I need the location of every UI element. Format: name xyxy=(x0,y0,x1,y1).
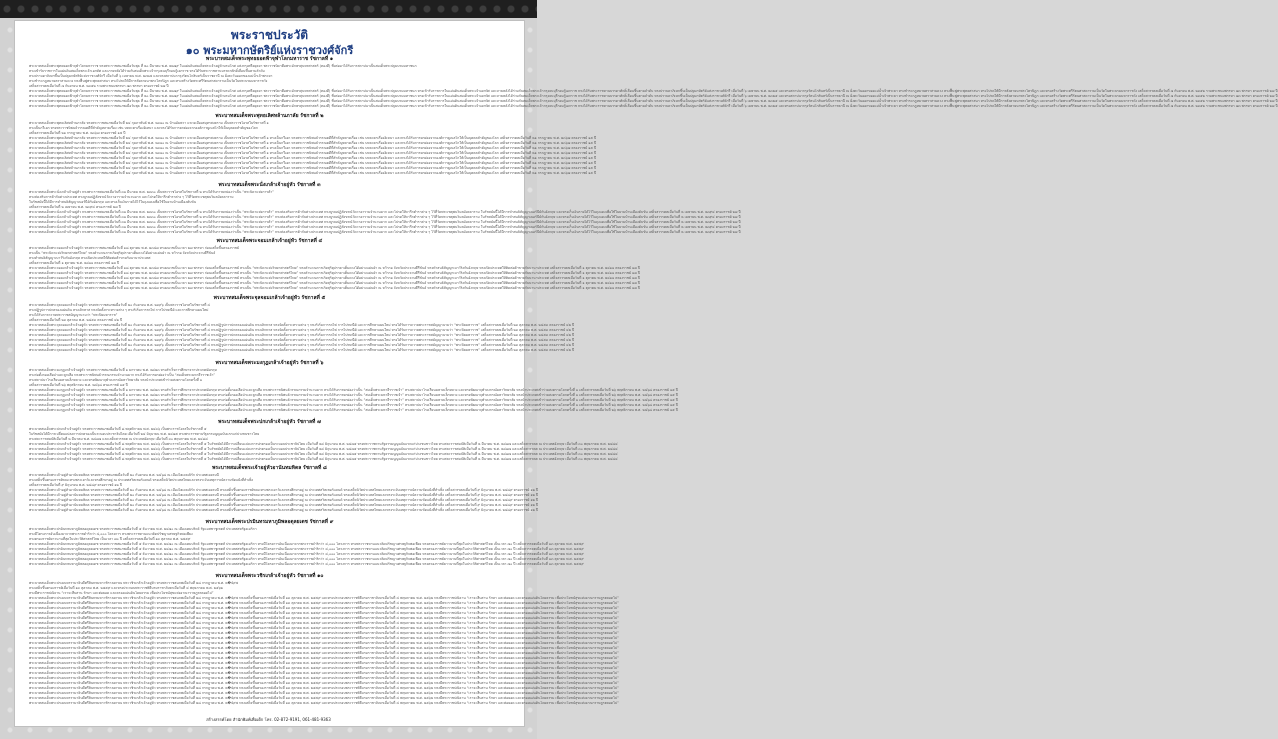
section-paragraph-continuation: พระบาทสมเด็จพระพุทธเลิศหล้านภาลัย ทรงพระราชสมภพเมื่อวันที่ ๒๔ กุมภาพันธ์ พ.ศ. ๒๓๑๐ ณ บ้านอัมพวา แขวงเมืองสมุทรสงคราม เป็นพระราชโอรสในรัชกาลที่ ๑ ทรงเป็นกวีเอก ทรงพระราชนิพนธ์วรรณคดีที่สำคัญหลายเรื่อง เช่น บทละครเรื่องอิเหนา และทรงได้รับการยกย่องจากองค์การยูเนสโกให้เป็นบุคคลสำคัญของโลก เสด็จสวรรคตเมื่อวันที่ ๒๑ กรกฎาคม พ.ศ. ๒๓๖๗ ครองราชย์ ๑๕ ปี xyxy=(29,151,597,155)
section-paragraph-continuation: พระบาทสมเด็จพระปรเมนทรรามาธิบดีศรีสินทรมหาวชิราลงกรณ พระวชิรเกล้าเจ้าอยู่หัว ทรงพระราชสมภพเมื่อวันที่ ๒๘ กรกฎาคม พ.ศ. ๒�4๙๕ ทรงเสด็จขึ้นครองราชย์เมื่อวันที่ ๑๓ ตุลาคม พ.ศ. ๒๕๕๙ และทรงประกอบพระราชพิธีบรมราชาภิเษกเมื่อวันที่ ๔ พฤษภาคม พ.ศ. ๒๕๖๒ ทรงมีพระราชปณิธาน “เราจะสืบสาน รักษา และต่อยอด และครองแผ่นดินโดยธรรม เพื่อประโยชน์สุขแห่งอาณาราษฎรตลอดไป” xyxy=(29,606,619,610)
section-paragraph-continuation: พระบาทสมเด็จพระเจ้าอยู่หัวอานันทมหิดล ทรงพระราชสมภพเมื่อวันที่ ๒๐ กันยายน พ.ศ. ๒๔๖๘ ณ เมืองไฮเดลเบิร์ก ประเทศเยอรมนี ทรงเสด็จขึ้นครองราชย์ขณะทรงพระเยาว์และทรงศึกษาอยู่ ณ ประเทศสวิตเซอร์แลนด์ ทรงเสด็จนิวัตประเทศไทยและทรงระงับเหตุการณ์ความขัดแย้งที่สำเพ็ง เสด็จสวรรคตเมื่อวันที่ ๙ มิถุนายน พ.ศ. ๒๔๘๙ ครองราชย์ ๑๒ ปี xyxy=(29,503,539,507)
section-paragraph: ในรัชสมัยนี้ได้มีการทำสนธิสัญญาเบอร์นีย์กับอังกฤษ และทรงเก็บเงินรายได้ไว้ในถุงแดงเพื่อใช้ในยามบ้านเมืองคับขัน xyxy=(29,200,197,204)
section-paragraph-continuation: พระบาทสมเด็จพระจอมเกล้าเจ้าอยู่หัว ทรงพระราชสมภพเมื่อวันที่ ๑๘ ตุลาคม พ.ศ. ๒๓๔๗ ทรงผนวชเป็นเวลา ๒๗ พรรษา ก่อนเสด็จขึ้นครองราชย์ ทรงเป็น “พระบิดาแห่งวิทยาศาสตร์ไทย” ทรงคำนวณการเกิดสุริยุปราคาเต็มดวงได้อย่างแม่นยำ ณ หว้ากอ จังหวัดประจวบคีรีขันธ์ ทรงทำสนธิสัญญาเบาว์ริงกับอังกฤษ ทรงเปิดประเทศให้ติดต่อค้าขายกับนานาประเทศ เสด็จสวรรคตเมื่อวันที่ ๑ ตุลาคม พ.ศ. ๒๔๑๑ ครองราชย์ ๑๗ ปี xyxy=(29,281,640,285)
section-paragraph: ทรงชำระกฎหมายตราสามดวง ทรงฟื้นฟูพระพุทธศาสนา ทรงโปรดให้มีการสังคายนาพระไตรปิฎก และทรงสร้างวัดพระศรีรัตนศาสดารามเป็นวัดในพระบรมมหาราชวัง xyxy=(29,79,268,83)
section-heading: พระบาทสมเด็จพระมงกุฎเกล้าเจ้าอยู่หัว รัชกาลที่ ๖ xyxy=(215,360,324,366)
section-paragraph-continuation: พระบาทสมเด็จพระมงกุฎเกล้าเจ้าอยู่หัว ทรงพระราชสมภพเมื่อวันที่ ๑ มกราคม พ.ศ. ๒๔๒๓ ทรงสำเร็จการศึกษาจากประเทศอังกฤษ ทรงก่อตั้งกองเสือป่าและลูกเสือ ทรงพระราชนิพนธ์วรรณกรรมจำนวนมาก ทรงได้รับการยกย่องว่าเป็น “สมเด็จพระมหาธีรราชเจ้า” ทรงสถาปนาโรงเรียนมหาดเล็กหลวง และทรงพัฒนาจุฬาลงกรณ์มหาวิทยาลัย ทรงนำประเทศเข้าร่วมสงครามโลกครั้งที่ ๑ เสด็จสวรรคตเมื่อวันที่ ๒๖ พฤศจิกายน พ.ศ. ๒๔๖๘ ครองราชย์ ๑๕ ปี xyxy=(29,408,678,412)
section-paragraph-continuation: พระบาทสมเด็จพระพุทธยอดฟ้าจุฬาโลกมหาราช ทรงพระราชสมภพเมื่อวันพุธ ที่ ๒๐ มีนาคม พ.ศ. ๒๒๗๙ ในแผ่นดินสมเด็จพระเจ้าอยู่หัวบรมโกศ แห่งกรุงศรีอยุธยา พระราชบิดาคือพระอักษรสุนทรศาสตร์ (ทองดี) ซึ่งต่อมาได้รับการสถาปนาเป็นสมเด็จพระปฐมบรมมหาชนก ทรงเข้ารับราชการในแผ่นดินสมเด็จพระเจ้าเอกทัศ และภายหลังได้ร่วมกับสมเด็จพระเจ้ากรุงธนบุรีกอบกู้เอกราช ทรงได้รับพระราชทานบรรดาศักดิ์เลื่อนขึ้นตามลำดับ ทรงปราบดาภิเษกขึ้นเป็นปฐมกษัตริย์แห่งราชวงศ์จักรี เมื่อวันที่ ๖ เมษายน พ.ศ. ๒๓๒๕ และทรงสถาปนากรุงรัตนโกสินทร์เป็นราชธานี ณ ฝั่งตะวันออกของแม่น้ำเจ้าพระยา ทรงชำระกฎหมายตราสามดวง ทรงฟื้นฟูพระพุทธศาสนา ทรงโปรดให้มีการสังคายนาพระไตรปิฎก และทรงสร้างวัดพระศรีรัตนศาสดารามเป็นวัดในพระบรมมหาราชวัง เสด็จสวรรคตเมื่อวันที่ ๗ กันยายน พ.ศ. ๒๓๕๒ รวมพระชนมพรรษา ๗๓ พรรษา ครองราชย์ ๒๗ ปี xyxy=(29,94,1278,98)
section-paragraph-continuation: พระบาทสมเด็จพระพุทธเลิศหล้านภาลัย ทรงพระราชสมภพเมื่อวันที่ ๒๔ กุมภาพันธ์ พ.ศ. ๒๓๑๐ ณ บ้านอัมพวา แขวงเมืองสมุทรสงคราม เป็นพระราชโอรสในรัชกาลที่ ๑ ทรงเป็นกวีเอก ทรงพระราชนิพนธ์วรรณคดีที่สำคัญหลายเรื่อง เช่น บทละครเรื่องอิเหนา และทรงได้รับการยกย่องจากองค์การยูเนสโกให้เป็นบุคคลสำคัญของโลก เสด็จสวรรคตเมื่อวันที่ ๒๑ กรกฎาคม พ.ศ. ๒๓๖๗ ครองราชย์ ๑๕ ปี xyxy=(29,161,597,165)
section-paragraph-continuation: พระบาทสมเด็จพระจอมเกล้าเจ้าอยู่หัว ทรงพระราชสมภพเมื่อวันที่ ๑๘ ตุลาคม พ.ศ. ๒๓๔๗ ทรงผนวชเป็นเวลา ๒๗ พรรษา ก่อนเสด็จขึ้นครองราชย์ ทรงเป็น “พระบิดาแห่งวิทยาศาสตร์ไทย” ทรงคำนวณการเกิดสุริยุปราคาเต็มดวงได้อย่างแม่นยำ ณ หว้ากอ จังหวัดประจวบคีรีขันธ์ ทรงทำสนธิสัญญาเบาว์ริงกับอังกฤษ ทรงเปิดประเทศให้ติดต่อค้าขายกับนานาประเทศ เสด็จสวรรคตเมื่อวันที่ ๑ ตุลาคม พ.ศ. ๒๔๑๑ ครองราชย์ ๑๗ ปี xyxy=(29,271,640,275)
section-paragraph-continuation: พระบาทสมเด็จพระปรเมนทรรามาธิบดีศรีสินทรมหาวชิราลงกรณ พระวชิรเกล้าเจ้าอยู่หัว ทรงพระราชสมภพเมื่อวันที่ ๒๘ กรกฎาคม พ.ศ. ๒�4๙๕ ทรงเสด็จขึ้นครองราชย์เมื่อวันที่ ๑๓ ตุลาคม พ.ศ. ๒๕๕๙ และทรงประกอบพระราชพิธีบรมราชาภิเษกเมื่อวันที่ ๔ พฤษภาคม พ.ศ. ๒๕๖๒ ทรงมีพระราชปณิธาน “เราจะสืบสาน รักษา และต่อยอด และครองแผ่นดินโดยธรรม เพื่อประโยชน์สุขแห่งอาณาราษฎรตลอดไป” xyxy=(29,676,619,680)
section-heading: พระบาทสมเด็จพระจุลจอมเกล้าเจ้าอยู่หัว รัชกาลที่ ๕ xyxy=(213,295,326,301)
section-paragraph-continuation: พระบาทสมเด็จพระปรเมนทรรามาธิบดีศรีสินทรมหาวชิราลงกรณ พระวชิรเกล้าเจ้าอยู่หัว ทรงพระราชสมภพเมื่อวันที่ ๒๘ กรกฎาคม พ.ศ. ๒�4๙๕ ทรงเสด็จขึ้นครองราชย์เมื่อวันที่ ๑๓ ตุลาคม พ.ศ. ๒๕๕๙ และทรงประกอบพระราชพิธีบรมราชาภิเษกเมื่อวันที่ ๔ พฤษภาคม พ.ศ. ๒๕๖๒ ทรงมีพระราชปณิธาน “เราจะสืบสาน รักษา และต่อยอด และครองแผ่นดินโดยธรรม เพื่อประโยชน์สุขแห่งอาณาราษฎรตลอดไป” xyxy=(29,636,619,640)
section-paragraph: ทรงเป็นกวีเอก ทรงพระราชนิพนธ์วรรณคดีที่สำคัญหลายเรื่อง เช่น บทละครเรื่องอิเหนา และทรงได้รับการยกย่องจากองค์การยูเนสโกให้เป็นบุคคลสำคัญของโลก xyxy=(29,126,258,130)
section-paragraph-continuation: พระบาทสมเด็จพระเจ้าอยู่หัวอานันทมหิดล ทรงพระราชสมภพเมื่อวันที่ ๒๐ กันยายน พ.ศ. ๒๔๖๘ ณ เมืองไฮเดลเบิร์ก ประเทศเยอรมนี ทรงเสด็จขึ้นครองราชย์ขณะทรงพระเยาว์และทรงศึกษาอยู่ ณ ประเทศสวิตเซอร์แลนด์ ทรงเสด็จนิวัตประเทศไทยและทรงระงับเหตุการณ์ความขัดแย้งที่สำเพ็ง เสด็จสวรรคตเมื่อวันที่ ๙ มิถุนายน พ.ศ. ๒๔๘๙ ครองราชย์ ๑๒ ปี xyxy=(29,508,539,512)
section-paragraph-continuation: พระบาทสมเด็จพระปรมินทรมหาภูมิพลอดุลยเดช ทรงพระราชสมภพเมื่อวันที่ ๕ ธันวาคม พ.ศ. ๒๔๗๐ ณ เมืองเคมบริดจ์ รัฐแมสซาชูเซตส์ ประเทศสหรัฐอเมริกา ทรงมีโครงการอันเนื่องมาจากพระราชดำริกว่า ๔,๐๐๐ โครงการ ทรงพระราชทานแนวคิดปรัชญาเศรษฐกิจพอเพียง ทรงครองราชย์ยาวนานที่สุดในประวัติศาสตร์ไทย เป็นเวลา ๗๐ ปี เสด็จสวรรคตเมื่อวันที่ ๑๓ ตุลาคม พ.ศ. ๒๕๕๙ xyxy=(29,562,584,566)
section-paragraph-continuation: พระบาทสมเด็จพระพุทธยอดฟ้าจุฬาโลกมหาราช ทรงพระราชสมภพเมื่อวันพุธ ที่ ๒๐ มีนาคม พ.ศ. ๒๒๗๙ ในแผ่นดินสมเด็จพระเจ้าอยู่หัวบรมโกศ แห่งกรุงศรีอยุธยา พระราชบิดาคือพระอักษรสุนทรศาสตร์ (ทองดี) ซึ่งต่อมาได้รับการสถาปนาเป็นสมเด็จพระปฐมบรมมหาชนก ทรงเข้ารับราชการในแผ่นดินสมเด็จพระเจ้าเอกทัศ และภายหลังได้ร่วมกับสมเด็จพระเจ้ากรุงธนบุรีกอบกู้เอกราช ทรงได้รับพระราชทานบรรดาศักดิ์เลื่อนขึ้นตามลำดับ ทรงปราบดาภิเษกขึ้นเป็นปฐมกษัตริย์แห่งราชวงศ์จักรี เมื่อวันที่ ๖ เมษายน พ.ศ. ๒๓๒๕ และทรงสถาปนากรุงรัตนโกสินทร์เป็นราชธานี ณ ฝั่งตะวันออกของแม่น้ำเจ้าพระยา ทรงชำระกฎหมายตราสามดวง ทรงฟื้นฟูพระพุทธศาสนา ทรงโปรดให้มีการสังคายนาพระไตรปิฎก และทรงสร้างวัดพระศรีรัตนศาสดารามเป็นวัดในพระบรมมหาราชวัง เสด็จสวรรคตเมื่อวันที่ ๗ กันยายน พ.ศ. ๒๓๕๒ รวมพระชนมพรรษา ๗๓ พรรษา ครองราชย์ ๒๗ ปี xyxy=(29,104,1278,108)
section-paragraph-continuation: พระบาทสมเด็จพระปรเมนทรรามาธิบดีศรีสินทรมหาวชิราลงกรณ พระวชิรเกล้าเจ้าอยู่หัว ทรงพระราชสมภพเมื่อวันที่ ๒๘ กรกฎาคม พ.ศ. ๒�4๙๕ ทรงเสด็จขึ้นครองราชย์เมื่อวันที่ ๑๓ ตุลาคม พ.ศ. ๒๕๕๙ และทรงประกอบพระราชพิธีบรมราชาภิเษกเมื่อวันที่ ๔ พฤษภาคม พ.ศ. ๒๕๖๒ ทรงมีพระราชปณิธาน “เราจะสืบสาน รักษา และต่อยอด และครองแผ่นดินโดยธรรม เพื่อประโยชน์สุขแห่งอาณาราษฎรตลอดไป” xyxy=(29,601,619,605)
document-subtitle: ๑๐ พระมหากษัตริย์แห่งราชวงศ์จักรี xyxy=(185,44,354,57)
section-paragraph-continuation: พระบาทสมเด็จพระปกเกล้าเจ้าอยู่หัว ทรงพระราชสมภพเมื่อวันที่ ๘ พฤศจิกายน พ.ศ. ๒๔๓๖ เป็นพระราชโอรสในรัชกาลที่ ๕ ในรัชสมัยได้มีการเปลี่ยนแปลงการปกครองเป็นระบอบประชาธิปไตย เมื่อวันที่ ๒๔ มิถุนายน พ.ศ. ๒๔๗๕ ทรงพระราชทานรัฐธรรมนูญฉบับแรกแก่ปวงชนชาวไทย ทรงสละราชสมบัติเมื่อวันที่ ๒ มีนาคม พ.ศ. ๒๔๗๗ และเสด็จสวรรคต ณ ประเทศอังกฤษ เมื่อวันที่ ๓๐ พฤษภาคม พ.ศ. ๒๔๘๔ xyxy=(29,442,618,446)
section-paragraph-continuation: พระบาทสมเด็จพระพุทธยอดฟ้าจุฬาโลกมหาราช ทรงพระราชสมภพเมื่อวันพุธ ที่ ๒๐ มีนาคม พ.ศ. ๒๒๗๙ ในแผ่นดินสมเด็จพระเจ้าอยู่หัวบรมโกศ แห่งกรุงศรีอยุธยา พระราชบิดาคือพระอักษรสุนทรศาสตร์ (ทองดี) ซึ่งต่อมาได้รับการสถาปนาเป็นสมเด็จพระปฐมบรมมหาชนก ทรงเข้ารับราชการในแผ่นดินสมเด็จพระเจ้าเอกทัศ และภายหลังได้ร่วมกับสมเด็จพระเจ้ากรุงธนบุรีกอบกู้เอกราช ทรงได้รับพระราชทานบรรดาศักดิ์เลื่อนขึ้นตามลำดับ ทรงปราบดาภิเษกขึ้นเป็นปฐมกษัตริย์แห่งราชวงศ์จักรี เมื่อวันที่ ๖ เมษายน พ.ศ. ๒๓๒๕ และทรงสถาปนากรุงรัตนโกสินทร์เป็นราชธานี ณ ฝั่งตะวันออกของแม่น้ำเจ้าพระยา ทรงชำระกฎหมายตราสามดวง ทรงฟื้นฟูพระพุทธศาสนา ทรงโปรดให้มีการสังคายนาพระไตรปิฎก และทรงสร้างวัดพระศรีรัตนศาสดารามเป็นวัดในพระบรมมหาราชวัง เสด็จสวรรคตเมื่อวันที่ ๗ กันยายน พ.ศ. ๒๓๕๒ รวมพระชนมพรรษา ๗๓ พรรษา ครองราชย์ ๒๗ ปี xyxy=(29,99,1278,103)
section-paragraph: พระบาทสมเด็จพระจอมเกล้าเจ้าอยู่หัว ทรงพระราชสมภพเมื่อวันที่ ๑๘ ตุลาคม พ.ศ. ๒๓๔๗ ทรงผนวชเป็นเวลา ๒๗ พรรษา ก่อนเสด็จขึ้นครองราชย์ xyxy=(29,246,239,250)
section-paragraph-continuation: พระบาทสมเด็จพระปรเมนทรรามาธิบดีศรีสินทรมหาวชิราลงกรณ พระวชิรเกล้าเจ้าอยู่หัว ทรงพระราชสมภพเมื่อวันที่ ๒๘ กรกฎาคม พ.ศ. ๒�4๙๕ ทรงเสด็จขึ้นครองราชย์เมื่อวันที่ ๑๓ ตุลาคม พ.ศ. ๒๕๕๙ และทรงประกอบพระราชพิธีบรมราชาภิเษกเมื่อวันที่ ๔ พฤษภาคม พ.ศ. ๒๕๖๒ ทรงมีพระราชปณิธาน “เราจะสืบสาน รักษา และต่อยอด และครองแผ่นดินโดยธรรม เพื่อประโยชน์สุขแห่งอาณาราษฎรตลอดไป” xyxy=(29,656,619,660)
section-paragraph-continuation: พระบาทสมเด็จพระจุลจอมเกล้าเจ้าอยู่หัว ทรงพระราชสมภพเมื่อวันที่ ๒๐ กันยายน พ.ศ. ๒๓๙๖ เป็นพระราชโอรสในรัชกาลที่ ๔ ทรงปฏิรูปการปกครองแผ่นดิน ทรงเลิกทาส ทรงจัดตั้งกระทรวงต่าง ๆ ทรงริเริ่มการรถไฟ การไปรษณีย์ และการศึกษาแผนใหม่ ทรงได้รับการถวายพระราชสมัญญานามว่า “พระปิยมหาราช” เสด็จสวรรคตเมื่อวันที่ ๒๓ ตุลาคม พ.ศ. ๒๔๕๓ ครองราชย์ ๔๒ ปี xyxy=(29,328,575,332)
section-paragraph-continuation: พระบาทสมเด็จพระปรเมนทรรามาธิบดีศรีสินทรมหาวชิราลงกรณ พระวชิรเกล้าเจ้าอยู่หัว ทรงพระราชสมภพเมื่อวันที่ ๒๘ กรกฎาคม พ.ศ. ๒�4๙๕ ทรงเสด็จขึ้นครองราชย์เมื่อวันที่ ๑๓ ตุลาคม พ.ศ. ๒๕๕๙ และทรงประกอบพระราชพิธีบรมราชาภิเษกเมื่อวันที่ ๔ พฤษภาคม พ.ศ. ๒๕๖๒ ทรงมีพระราชปณิธาน “เราจะสืบสาน รักษา และต่อยอด และครองแผ่นดินโดยธรรม เพื่อประโยชน์สุขแห่งอาณาราษฎรตลอดไป” xyxy=(29,641,619,645)
section-paragraph: เสด็จสวรรคตเมื่อวันที่ ๑ ตุลาคม พ.ศ. ๒๔๑๑ ครองราชย์ ๑๗ ปี xyxy=(29,261,120,265)
section-paragraph-continuation: พระบาทสมเด็จพระปรเมนทรรามาธิบดีศรีสินทรมหาวชิราลงกรณ พระวชิรเกล้าเจ้าอยู่หัว ทรงพระราชสมภพเมื่อวันที่ ๒๘ กรกฎาคม พ.ศ. ๒�4๙๕ ทรงเสด็จขึ้นครองราชย์เมื่อวันที่ ๑๓ ตุลาคม พ.ศ. ๒๕๕๙ และทรงประกอบพระราชพิธีบรมราชาภิเษกเมื่อวันที่ ๔ พฤษภาคม พ.ศ. ๒๕๖๒ ทรงมีพระราชปณิธาน “เราจะสืบสาน รักษา และต่อยอด และครองแผ่นดินโดยธรรม เพื่อประโยชน์สุขแห่งอาณาราษฎรตลอดไป” xyxy=(29,626,619,630)
section-paragraph-continuation: พระบาทสมเด็จพระปรเมนทรรามาธิบดีศรีสินทรมหาวชิราลงกรณ พระวชิรเกล้าเจ้าอยู่หัว ทรงพระราชสมภพเมื่อวันที่ ๒๘ กรกฎาคม พ.ศ. ๒�4๙๕ ทรงเสด็จขึ้นครองราชย์เมื่อวันที่ ๑๓ ตุลาคม พ.ศ. ๒๕๕๙ และทรงประกอบพระราชพิธีบรมราชาภิเษกเมื่อวันที่ ๔ พฤษภาคม พ.ศ. ๒๕๖๒ ทรงมีพระราชปณิธาน “เราจะสืบสาน รักษา และต่อยอด และครองแผ่นดินโดยธรรม เพื่อประโยชน์สุขแห่งอาณาราษฎรตลอดไป” xyxy=(29,666,619,670)
section-paragraph-continuation: พระบาทสมเด็จพระปรมินทรมหาภูมิพลอดุลยเดช ทรงพระราชสมภพเมื่อวันที่ ๕ ธันวาคม พ.ศ. ๒๔๗๐ ณ เมืองเคมบริดจ์ รัฐแมสซาชูเซตส์ ประเทศสหรัฐอเมริกา ทรงมีโครงการอันเนื่องมาจากพระราชดำริกว่า ๔,๐๐๐ โครงการ ทรงพระราชทานแนวคิดปรัชญาเศรษฐกิจพอเพียง ทรงครองราชย์ยาวนานที่สุดในประวัติศาสตร์ไทย เป็นเวลา ๗๐ ปี เสด็จสวรรคตเมื่อวันที่ ๑๓ ตุลาคม พ.ศ. ๒๕๕๙ xyxy=(29,547,584,551)
section-paragraph-continuation: พระบาทสมเด็จพระปรเมนทรรามาธิบดีศรีสินทรมหาวชิราลงกรณ พระวชิรเกล้าเจ้าอยู่หัว ทรงพระราชสมภพเมื่อวันที่ ๒๘ กรกฎาคม พ.ศ. ๒�4๙๕ ทรงเสด็จขึ้นครองราชย์เมื่อวันที่ ๑๓ ตุลาคม พ.ศ. ๒๕๕๙ และทรงประกอบพระราชพิธีบรมราชาภิเษกเมื่อวันที่ ๔ พฤษภาคม พ.ศ. ๒๕๖๒ ทรงมีพระราชปณิธาน “เราจะสืบสาน รักษา และต่อยอด และครองแผ่นดินโดยธรรม เพื่อประโยชน์สุขแห่งอาณาราษฎรตลอดไป” xyxy=(29,646,619,650)
section-heading: พระบาทสมเด็จพระเจ้าอยู่หัวอานันทมหิดล รัชกาลที่ ๘ xyxy=(212,465,327,471)
section-paragraph-continuation: พระบาทสมเด็จพระจอมเกล้าเจ้าอยู่หัว ทรงพระราชสมภพเมื่อวันที่ ๑๘ ตุลาคม พ.ศ. ๒๓๔๗ ทรงผนวชเป็นเวลา ๒๗ พรรษา ก่อนเสด็จขึ้นครองราชย์ ทรงเป็น “พระบิดาแห่งวิทยาศาสตร์ไทย” ทรงคำนวณการเกิดสุริยุปราคาเต็มดวงได้อย่างแม่นยำ ณ หว้ากอ จังหวัดประจวบคีรีขันธ์ ทรงทำสนธิสัญญาเบาว์ริงกับอังกฤษ ทรงเปิดประเทศให้ติดต่อค้าขายกับนานาประเทศ เสด็จสวรรคตเมื่อวันที่ ๑ ตุลาคม พ.ศ. ๒๔๑๑ ครองราชย์ ๑๗ ปี xyxy=(29,266,640,270)
section-paragraph: ทรงทำสนธิสัญญาเบาว์ริงกับอังกฤษ ทรงเปิดประเทศให้ติดต่อค้าขายกับนานาประเทศ xyxy=(29,256,151,260)
section-paragraph: เสด็จสวรรคตเมื่อวันที่ ๒๖ พฤศจิกายน พ.ศ. ๒๔๖๘ ครองราชย์ ๑๕ ปี xyxy=(29,383,128,387)
top-ornamental-band xyxy=(0,0,537,18)
section-paragraph-continuation: พระบาทสมเด็จพระปรเมนทรรามาธิบดีศรีสินทรมหาวชิราลงกรณ พระวชิรเกล้าเจ้าอยู่หัว ทรงพระราชสมภพเมื่อวันที่ ๒๘ กรกฎาคม พ.ศ. ๒�4๙๕ ทรงเสด็จขึ้นครองราชย์เมื่อวันที่ ๑๓ ตุลาคม พ.ศ. ๒๕๕๙ และทรงประกอบพระราชพิธีบรมราชาภิเษกเมื่อวันที่ ๔ พฤษภาคม พ.ศ. ๒๕๖๒ ทรงมีพระราชปณิธาน “เราจะสืบสาน รักษา และต่อยอด และครองแผ่นดินโดยธรรม เพื่อประโยชน์สุขแห่งอาณาราษฎรตลอดไป” xyxy=(29,596,619,600)
section-paragraph-continuation: พระบาทสมเด็จพระปกเกล้าเจ้าอยู่หัว ทรงพระราชสมภพเมื่อวันที่ ๘ พฤศจิกายน พ.ศ. ๒๔๓๖ เป็นพระราชโอรสในรัชกาลที่ ๕ ในรัชสมัยได้มีการเปลี่ยนแปลงการปกครองเป็นระบอบประชาธิปไตย เมื่อวันที่ ๒๔ มิถุนายน พ.ศ. ๒๔๗๕ ทรงพระราชทานรัฐธรรมนูญฉบับแรกแก่ปวงชนชาวไทย ทรงสละราชสมบัติเมื่อวันที่ ๒ มีนาคม พ.ศ. ๒๔๗๗ และเสด็จสวรรคต ณ ประเทศอังกฤษ เมื่อวันที่ ๓๐ พฤษภาคม พ.ศ. ๒๔๘๔ xyxy=(29,447,618,451)
section-heading: พระบาทสมเด็จพระวชิรเกล้าเจ้าอยู่หัว รัชกาลที่ ๑๐ xyxy=(215,573,324,579)
section-paragraph: ทรงเข้ารับราชการในแผ่นดินสมเด็จพระเจ้าเอกทัศ และภายหลังได้ร่วมกับสมเด็จพระเจ้ากรุงธนบุรีกอบกู้เอกราช ทรงได้รับพระราชทานบรรดาศักดิ์เลื่อนขึ้นตามลำดับ xyxy=(29,69,265,73)
section-paragraph: พระบาทสมเด็จพระปกเกล้าเจ้าอยู่หัว ทรงพระราชสมภพเมื่อวันที่ ๘ พฤศจิกายน พ.ศ. ๒๔๓๖ เป็นพระราชโอรสในรัชกาลที่ ๕ xyxy=(29,427,207,431)
section-paragraph-continuation: พระบาทสมเด็จพระพุทธยอดฟ้าจุฬาโลกมหาราช ทรงพระราชสมภพเมื่อวันพุธ ที่ ๒๐ มีนาคม พ.ศ. ๒๒๗๙ ในแผ่นดินสมเด็จพระเจ้าอยู่หัวบรมโกศ แห่งกรุงศรีอยุธยา พระราชบิดาคือพระอักษรสุนทรศาสตร์ (ทองดี) ซึ่งต่อมาได้รับการสถาปนาเป็นสมเด็จพระปฐมบรมมหาชนก ทรงเข้ารับราชการในแผ่นดินสมเด็จพระเจ้าเอกทัศ และภายหลังได้ร่วมกับสมเด็จพระเจ้ากรุงธนบุรีกอบกู้เอกราช ทรงได้รับพระราชทานบรรดาศักดิ์เลื่อนขึ้นตามลำดับ ทรงปราบดาภิเษกขึ้นเป็นปฐมกษัตริย์แห่งราชวงศ์จักรี เมื่อวันที่ ๖ เมษายน พ.ศ. ๒๓๒๕ และทรงสถาปนากรุงรัตนโกสินทร์เป็นราชธานี ณ ฝั่งตะวันออกของแม่น้ำเจ้าพระยา ทรงชำระกฎหมายตราสามดวง ทรงฟื้นฟูพระพุทธศาสนา ทรงโปรดให้มีการสังคายนาพระไตรปิฎก และทรงสร้างวัดพระศรีรัตนศาสดารามเป็นวัดในพระบรมมหาราชวัง เสด็จสวรรคตเมื่อวันที่ ๗ กันยายน พ.ศ. ๒๓๕๒ รวมพระชนมพรรษา ๗๓ พรรษา ครองราชย์ ๒๗ ปี xyxy=(29,89,1278,93)
section-paragraph-continuation: พระบาทสมเด็จพระนั่งเกล้าเจ้าอยู่หัว ทรงพระราชสมภพเมื่อวันที่ ๓๑ มีนาคม พ.ศ. ๒๓๓๐ เป็นพระราชโอรสในรัชกาลที่ ๒ ทรงได้รับการยกย่องว่าเป็น “พระบิดาแห่งการค้า” ทรงส่งเสริมการค้ากับต่างประเทศ ทรงบูรณปฏิสังขรณ์วัดวาอารามจำนวนมาก และโปรดให้จารึกตำราต่าง ๆ ไว้ที่วัดพระเชตุพนวิมลมังคลาราม ในรัชสมัยนี้ได้มีการทำสนธิสัญญาเบอร์นีย์กับอังกฤษ และทรงเก็บเงินรายได้ไว้ในถุงแดงเพื่อใช้ในยามบ้านเมืองคับขัน เสด็จสวรรคตเมื่อวันที่ ๒ เมษายน พ.ศ. ๒๓๙๔ ครองราชย์ ๒๗ ปี xyxy=(29,215,741,219)
section-paragraph: ทรงปฏิรูปการปกครองแผ่นดิน ทรงเลิกทาส ทรงจัดตั้งกระทรวงต่าง ๆ ทรงริเริ่มการรถไฟ การไปรษณีย์ และการศึกษาแผนใหม่ xyxy=(29,308,209,312)
section-paragraph-continuation: พระบาทสมเด็จพระปรเมนทรรามาธิบดีศรีสินทรมหาวชิราลงกรณ พระวชิรเกล้าเจ้าอยู่หัว ทรงพระราชสมภพเมื่อวันที่ ๒๘ กรกฎาคม พ.ศ. ๒�4๙๕ ทรงเสด็จขึ้นครองราชย์เมื่อวันที่ ๑๓ ตุลาคม พ.ศ. ๒๕๕๙ และทรงประกอบพระราชพิธีบรมราชาภิเษกเมื่อวันที่ ๔ พฤษภาคม พ.ศ. ๒๕๖๒ ทรงมีพระราชปณิธาน “เราจะสืบสาน รักษา และต่อยอด และครองแผ่นดินโดยธรรม เพื่อประโยชน์สุขแห่งอาณาราษฎรตลอดไป” xyxy=(29,691,619,695)
section-paragraph-continuation: พระบาทสมเด็จพระพุทธเลิศหล้านภาลัย ทรงพระราชสมภพเมื่อวันที่ ๒๔ กุมภาพันธ์ พ.ศ. ๒๓๑๐ ณ บ้านอัมพวา แขวงเมืองสมุทรสงคราม เป็นพระราชโอรสในรัชกาลที่ ๑ ทรงเป็นกวีเอก ทรงพระราชนิพนธ์วรรณคดีที่สำคัญหลายเรื่อง เช่น บทละครเรื่องอิเหนา และทรงได้รับการยกย่องจากองค์การยูเนสโกให้เป็นบุคคลสำคัญของโลก เสด็จสวรรคตเมื่อวันที่ ๒๑ กรกฎาคม พ.ศ. ๒๓๖๗ ครองราชย์ ๑๕ ปี xyxy=(29,136,597,140)
section-paragraph: เสด็จสวรรคตเมื่อวันที่ ๒ เมษายน พ.ศ. ๒๓๙๔ ครองราชย์ ๒๗ ปี xyxy=(29,205,121,209)
section-paragraph-continuation: พระบาทสมเด็จพระจุลจอมเกล้าเจ้าอยู่หัว ทรงพระราชสมภพเมื่อวันที่ ๒๐ กันยายน พ.ศ. ๒๓๙๖ เป็นพระราชโอรสในรัชกาลที่ ๔ ทรงปฏิรูปการปกครองแผ่นดิน ทรงเลิกทาส ทรงจัดตั้งกระทรวงต่าง ๆ ทรงริเริ่มการรถไฟ การไปรษณีย์ และการศึกษาแผนใหม่ ทรงได้รับการถวายพระราชสมัญญานามว่า “พระปิยมหาราช” เสด็จสวรรคตเมื่อวันที่ ๒๓ ตุลาคม พ.ศ. ๒๔๕๓ ครองราชย์ ๔๒ ปี xyxy=(29,348,575,352)
section-paragraph-continuation: พระบาทสมเด็จพระนั่งเกล้าเจ้าอยู่หัว ทรงพระราชสมภพเมื่อวันที่ ๓๑ มีนาคม พ.ศ. ๒๓๓๐ เป็นพระราชโอรสในรัชกาลที่ ๒ ทรงได้รับการยกย่องว่าเป็น “พระบิดาแห่งการค้า” ทรงส่งเสริมการค้ากับต่างประเทศ ทรงบูรณปฏิสังขรณ์วัดวาอารามจำนวนมาก และโปรดให้จารึกตำราต่าง ๆ ไว้ที่วัดพระเชตุพนวิมลมังคลาราม ในรัชสมัยนี้ได้มีการทำสนธิสัญญาเบอร์นีย์กับอังกฤษ และทรงเก็บเงินรายได้ไว้ในถุงแดงเพื่อใช้ในยามบ้านเมืองคับขัน เสด็จสวรรคตเมื่อวันที่ ๒ เมษายน พ.ศ. ๒๓๙๔ ครองราชย์ ๒๗ ปี xyxy=(29,210,741,214)
section-paragraph-continuation: พระบาทสมเด็จพระปรเมนทรรามาธิบดีศรีสินทรมหาวชิราลงกรณ พระวชิรเกล้าเจ้าอยู่หัว ทรงพระราชสมภพเมื่อวันที่ ๒๘ กรกฎาคม พ.ศ. ๒�4๙๕ ทรงเสด็จขึ้นครองราชย์เมื่อวันที่ ๑๓ ตุลาคม พ.ศ. ๒๕๕๙ และทรงประกอบพระราชพิธีบรมราชาภิเษกเมื่อวันที่ ๔ พฤษภาคม พ.ศ. ๒๕๖๒ ทรงมีพระราชปณิธาน “เราจะสืบสาน รักษา และต่อยอด และครองแผ่นดินโดยธรรม เพื่อประโยชน์สุขแห่งอาณาราษฎรตลอดไป” xyxy=(29,686,619,690)
section-paragraph-continuation: พระบาทสมเด็จพระมงกุฎเกล้าเจ้าอยู่หัว ทรงพระราชสมภพเมื่อวันที่ ๑ มกราคม พ.ศ. ๒๔๒๓ ทรงสำเร็จการศึกษาจากประเทศอังกฤษ ทรงก่อตั้งกองเสือป่าและลูกเสือ ทรงพระราชนิพนธ์วรรณกรรมจำนวนมาก ทรงได้รับการยกย่องว่าเป็น “สมเด็จพระมหาธีรราชเจ้า” ทรงสถาปนาโรงเรียนมหาดเล็กหลวง และทรงพัฒนาจุฬาลงกรณ์มหาวิทยาลัย ทรงนำประเทศเข้าร่วมสงครามโลกครั้งที่ ๑ เสด็จสวรรคตเมื่อวันที่ ๒๖ พฤศจิกายน พ.ศ. ๒๔๖๘ ครองราชย์ ๑๕ ปี xyxy=(29,388,678,392)
section-paragraph: ทรงปราบดาภิเษกขึ้นเป็นปฐมกษัตริย์แห่งราชวงศ์จักรี เมื่อวันที่ ๖ เมษายน พ.ศ. ๒๓๒๕ และทรงสถาปนากรุงรัตนโกสินทร์เป็นราชธานี ณ ฝั่งตะวันออกของแม่น้ำเจ้าพระยา xyxy=(29,74,273,78)
section-paragraph-continuation: พระบาทสมเด็จพระพุทธเลิศหล้านภาลัย ทรงพระราชสมภพเมื่อวันที่ ๒๔ กุมภาพันธ์ พ.ศ. ๒๓๑๐ ณ บ้านอัมพวา แขวงเมืองสมุทรสงคราม เป็นพระราชโอรสในรัชกาลที่ ๑ ทรงเป็นกวีเอก ทรงพระราชนิพนธ์วรรณคดีที่สำคัญหลายเรื่อง เช่น บทละครเรื่องอิเหนา และทรงได้รับการยกย่องจากองค์การยูเนสโกให้เป็นบุคคลสำคัญของโลก เสด็จสวรรคตเมื่อวันที่ ๒๑ กรกฎาคม พ.ศ. ๒๓๖๗ ครองราชย์ ๑๕ ปี xyxy=(29,156,597,160)
section-paragraph: พระบาทสมเด็จพระจุลจอมเกล้าเจ้าอยู่หัว ทรงพระราชสมภพเมื่อวันที่ ๒๐ กันยายน พ.ศ. ๒๓๙๖ เป็นพระราชโอรสในรัชกาลที่ ๔ xyxy=(29,303,211,307)
section-paragraph: ทรงเป็น “พระบิดาแห่งวิทยาศาสตร์ไทย” ทรงคำนวณการเกิดสุริยุปราคาเต็มดวงได้อย่างแม่นยำ ณ หว้ากอ จังหวัดประจวบคีรีขันธ์ xyxy=(29,251,216,255)
section-paragraph-continuation: พระบาทสมเด็จพระเจ้าอยู่หัวอานันทมหิดล ทรงพระราชสมภพเมื่อวันที่ ๒๐ กันยายน พ.ศ. ๒๔๖๘ ณ เมืองไฮเดลเบิร์ก ประเทศเยอรมนี ทรงเสด็จขึ้นครองราชย์ขณะทรงพระเยาว์และทรงศึกษาอยู่ ณ ประเทศสวิตเซอร์แลนด์ ทรงเสด็จนิวัตประเทศไทยและทรงระงับเหตุการณ์ความขัดแย้งที่สำเพ็ง เสด็จสวรรคตเมื่อวันที่ ๙ มิถุนายน พ.ศ. ๒๔๘๙ ครองราชย์ ๑๒ ปี xyxy=(29,498,539,502)
section-paragraph-continuation: พระบาทสมเด็จพระพุทธเลิศหล้านภาลัย ทรงพระราชสมภพเมื่อวันที่ ๒๔ กุมภาพันธ์ พ.ศ. ๒๓๑๐ ณ บ้านอัมพวา แขวงเมืองสมุทรสงคราม เป็นพระราชโอรสในรัชกาลที่ ๑ ทรงเป็นกวีเอก ทรงพระราชนิพนธ์วรรณคดีที่สำคัญหลายเรื่อง เช่น บทละครเรื่องอิเหนา และทรงได้รับการยกย่องจากองค์การยูเนสโกให้เป็นบุคคลสำคัญของโลก เสด็จสวรรคตเมื่อวันที่ ๒๑ กรกฎาคม พ.ศ. ๒๓๖๗ ครองราชย์ ๑๕ ปี xyxy=(29,171,597,175)
section-paragraph: ทรงได้รับการถวายพระราชสมัญญานามว่า “พระปิยมหาราช” xyxy=(29,313,118,317)
section-paragraph: เสด็จสวรรคตเมื่อวันที่ ๙ มิถุนายน พ.ศ. ๒๔๘๙ ครองราชย์ ๑๒ ปี xyxy=(29,483,123,487)
section-paragraph-continuation: พระบาทสมเด็จพระปรเมนทรรามาธิบดีศรีสินทรมหาวชิราลงกรณ พระวชิรเกล้าเจ้าอยู่หัว ทรงพระราชสมภพเมื่อวันที่ ๒๘ กรกฎาคม พ.ศ. ๒�4๙๕ ทรงเสด็จขึ้นครองราชย์เมื่อวันที่ ๑๓ ตุลาคม พ.ศ. ๒๕๕๙ และทรงประกอบพระราชพิธีบรมราชาภิเษกเมื่อวันที่ ๔ พฤษภาคม พ.ศ. ๒๕๖๒ ทรงมีพระราชปณิธาน “เราจะสืบสาน รักษา และต่อยอด และครองแผ่นดินโดยธรรม เพื่อประโยชน์สุขแห่งอาณาราษฎรตลอดไป” xyxy=(29,651,619,655)
section-paragraph-continuation: พระบาทสมเด็จพระนั่งเกล้าเจ้าอยู่หัว ทรงพระราชสมภพเมื่อวันที่ ๓๑ มีนาคม พ.ศ. ๒๓๓๐ เป็นพระราชโอรสในรัชกาลที่ ๒ ทรงได้รับการยกย่องว่าเป็น “พระบิดาแห่งการค้า” ทรงส่งเสริมการค้ากับต่างประเทศ ทรงบูรณปฏิสังขรณ์วัดวาอารามจำนวนมาก และโปรดให้จารึกตำราต่าง ๆ ไว้ที่วัดพระเชตุพนวิมลมังคลาราม ในรัชสมัยนี้ได้มีการทำสนธิสัญญาเบอร์นีย์กับอังกฤษ และทรงเก็บเงินรายได้ไว้ในถุงแดงเพื่อใช้ในยามบ้านเมืองคับขัน เสด็จสวรรคตเมื่อวันที่ ๒ เมษายน พ.ศ. ๒๓๙๔ ครองราชย์ ๒๗ ปี xyxy=(29,230,741,234)
section-paragraph-continuation: พระบาทสมเด็จพระนั่งเกล้าเจ้าอยู่หัว ทรงพระราชสมภพเมื่อวันที่ ๓๑ มีนาคม พ.ศ. ๒๓๓๐ เป็นพระราชโอรสในรัชกาลที่ ๒ ทรงได้รับการยกย่องว่าเป็น “พระบิดาแห่งการค้า” ทรงส่งเสริมการค้ากับต่างประเทศ ทรงบูรณปฏิสังขรณ์วัดวาอารามจำนวนมาก และโปรดให้จารึกตำราต่าง ๆ ไว้ที่วัดพระเชตุพนวิมลมังคลาราม ในรัชสมัยนี้ได้มีการทำสนธิสัญญาเบอร์นีย์กับอังกฤษ และทรงเก็บเงินรายได้ไว้ในถุงแดงเพื่อใช้ในยามบ้านเมืองคับขัน เสด็จสวรรคตเมื่อวันที่ ๒ เมษายน พ.ศ. ๒๓๙๔ ครองราชย์ ๒๗ ปี xyxy=(29,220,741,224)
section-paragraph-continuation: พระบาทสมเด็จพระปรมินทรมหาภูมิพลอดุลยเดช ทรงพระราชสมภพเมื่อวันที่ ๕ ธันวาคม พ.ศ. ๒๔๗๐ ณ เมืองเคมบริดจ์ รัฐแมสซาชูเซตส์ ประเทศสหรัฐอเมริกา ทรงมีโครงการอันเนื่องมาจากพระราชดำริกว่า ๔,๐๐๐ โครงการ ทรงพระราชทานแนวคิดปรัชญาเศรษฐกิจพอเพียง ทรงครองราชย์ยาวนานที่สุดในประวัติศาสตร์ไทย เป็นเวลา ๗๐ ปี เสด็จสวรรคตเมื่อวันที่ ๑๓ ตุลาคม พ.ศ. ๒๕๕๙ xyxy=(29,542,584,546)
section-paragraph-continuation: พระบาทสมเด็จพระปรมินทรมหาภูมิพลอดุลยเดช ทรงพระราชสมภพเมื่อวันที่ ๕ ธันวาคม พ.ศ. ๒๔๗๐ ณ เมืองเคมบริดจ์ รัฐแมสซาชูเซตส์ ประเทศสหรัฐอเมริกา ทรงมีโครงการอันเนื่องมาจากพระราชดำริกว่า ๔,๐๐๐ โครงการ ทรงพระราชทานแนวคิดปรัชญาเศรษฐกิจพอเพียง ทรงครองราชย์ยาวนานที่สุดในประวัติศาสตร์ไทย เป็นเวลา ๗๐ ปี เสด็จสวรรคตเมื่อวันที่ ๑๓ ตุลาคม พ.ศ. ๒๕๕๙ xyxy=(29,552,584,556)
section-paragraph-continuation: พระบาทสมเด็จพระจุลจอมเกล้าเจ้าอยู่หัว ทรงพระราชสมภพเมื่อวันที่ ๒๐ กันยายน พ.ศ. ๒๓๙๖ เป็นพระราชโอรสในรัชกาลที่ ๔ ทรงปฏิรูปการปกครองแผ่นดิน ทรงเลิกทาส ทรงจัดตั้งกระทรวงต่าง ๆ ทรงริเริ่มการรถไฟ การไปรษณีย์ และการศึกษาแผนใหม่ ทรงได้รับการถวายพระราชสมัญญานามว่า “พระปิยมหาราช” เสด็จสวรรคตเมื่อวันที่ ๒๓ ตุลาคม พ.ศ. ๒๔๕๓ ครองราชย์ ๔๒ ปี xyxy=(29,323,575,327)
section-paragraph: ทรงส่งเสริมการค้ากับต่างประเทศ ทรงบูรณปฏิสังขรณ์วัดวาอารามจำนวนมาก และโปรดให้จารึกตำราต่าง ๆ ไว้ที่วัดพระเชตุพนวิมลมังคลาราม xyxy=(29,195,234,199)
section-paragraph-continuation: พระบาทสมเด็จพระจุลจอมเกล้าเจ้าอยู่หัว ทรงพระราชสมภพเมื่อวันที่ ๒๐ กันยายน พ.ศ. ๒๓๙๖ เป็นพระราชโอรสในรัชกาลที่ ๔ ทรงปฏิรูปการปกครองแผ่นดิน ทรงเลิกทาส ทรงจัดตั้งกระทรวงต่าง ๆ ทรงริเริ่มการรถไฟ การไปรษณีย์ และการศึกษาแผนใหม่ ทรงได้รับการถวายพระราชสมัญญานามว่า “พระปิยมหาราช” เสด็จสวรรคตเมื่อวันที่ ๒๓ ตุลาคม พ.ศ. ๒๔๕๓ ครองราชย์ ๔๒ ปี xyxy=(29,343,575,347)
section-paragraph: พระบาทสมเด็จพระปรเมนทรรามาธิบดีศรีสินทรมหาวชิราลงกรณ พระวชิรเกล้าเจ้าอยู่หัว ทรงพระราชสมภพเมื่อวันที่ ๒๘ กรกฎาคม พ.ศ. ๒�4๙๕ xyxy=(29,581,239,585)
section-paragraph-continuation: พระบาทสมเด็จพระนั่งเกล้าเจ้าอยู่หัว ทรงพระราชสมภพเมื่อวันที่ ๓๑ มีนาคม พ.ศ. ๒๓๓๐ เป็นพระราชโอรสในรัชกาลที่ ๒ ทรงได้รับการยกย่องว่าเป็น “พระบิดาแห่งการค้า” ทรงส่งเสริมการค้ากับต่างประเทศ ทรงบูรณปฏิสังขรณ์วัดวาอารามจำนวนมาก และโปรดให้จารึกตำราต่าง ๆ ไว้ที่วัดพระเชตุพนวิมลมังคลาราม ในรัชสมัยนี้ได้มีการทำสนธิสัญญาเบอร์นีย์กับอังกฤษ และทรงเก็บเงินรายได้ไว้ในถุงแดงเพื่อใช้ในยามบ้านเมืองคับขัน เสด็จสวรรคตเมื่อวันที่ ๒ เมษายน พ.ศ. ๒๓๙๔ ครองราชย์ ๒๗ ปี xyxy=(29,225,741,229)
section-paragraph-continuation: พระบาทสมเด็จพระปรเมนทรรามาธิบดีศรีสินทรมหาวชิราลงกรณ พระวชิรเกล้าเจ้าอยู่หัว ทรงพระราชสมภพเมื่อวันที่ ๒๘ กรกฎาคม พ.ศ. ๒�4๙๕ ทรงเสด็จขึ้นครองราชย์เมื่อวันที่ ๑๓ ตุลาคม พ.ศ. ๒๕๕๙ และทรงประกอบพระราชพิธีบรมราชาภิเษกเมื่อวันที่ ๔ พฤษภาคม พ.ศ. ๒๕๖๒ ทรงมีพระราชปณิธาน “เราจะสืบสาน รักษา และต่อยอด และครองแผ่นดินโดยธรรม เพื่อประโยชน์สุขแห่งอาณาราษฎรตลอดไป” xyxy=(29,616,619,620)
footer-publisher: สร้างสรรค์โดย สำนักพิมพ์เพื่อเด็ก โทร. 02-872-9191, 061-481-9363 xyxy=(206,717,331,722)
section-paragraph-continuation: พระบาทสมเด็จพระมงกุฎเกล้าเจ้าอยู่หัว ทรงพระราชสมภพเมื่อวันที่ ๑ มกราคม พ.ศ. ๒๔๒๓ ทรงสำเร็จการศึกษาจากประเทศอังกฤษ ทรงก่อตั้งกองเสือป่าและลูกเสือ ทรงพระราชนิพนธ์วรรณกรรมจำนวนมาก ทรงได้รับการยกย่องว่าเป็น “สมเด็จพระมหาธีรราชเจ้า” ทรงสถาปนาโรงเรียนมหาดเล็กหลวง และทรงพัฒนาจุฬาลงกรณ์มหาวิทยาลัย ทรงนำประเทศเข้าร่วมสงครามโลกครั้งที่ ๑ เสด็จสวรรคตเมื่อวันที่ ๒๖ พฤศจิกายน พ.ศ. ๒๔๖๘ ครองราชย์ ๑๕ ปี xyxy=(29,393,678,397)
section-paragraph: พระบาทสมเด็จพระพุทธยอดฟ้าจุฬาโลกมหาราช ทรงพระราชสมภพเมื่อวันพุธ ที่ ๒๐ มีนาคม พ.ศ. ๒๒๗๙ ในแผ่นดินสมเด็จพระเจ้าอยู่หัวบรมโกศ แห่งกรุงศรีอยุธยา พระราชบิดาคือพระอักษรสุนทรศาสตร์ (ทองดี) ซึ่งต่อมาได้รับการสถาปนาเป็นสมเด็จพระปฐมบรมมหาชนก xyxy=(29,64,417,68)
section-paragraph: ทรงสละราชสมบัติเมื่อวันที่ ๒ มีนาคม พ.ศ. ๒๔๗๗ และเสด็จสวรรคต ณ ประเทศอังกฤษ เมื่อวันที่ ๓๐ พฤษภาคม พ.ศ. ๒๔๘๔ xyxy=(29,437,208,441)
section-heading: พระบาทสมเด็จพระพุทธยอดฟ้าจุฬาโลกมหาราช รัชกาลที่ ๑ xyxy=(205,56,334,62)
section-paragraph: ทรงก่อตั้งกองเสือป่าและลูกเสือ ทรงพระราชนิพนธ์วรรณกรรมจำนวนมาก ทรงได้รับการยกย่องว่าเป็น “สมเด็จพระมหาธีรราชเจ้า” xyxy=(29,373,216,377)
section-paragraph: พระบาทสมเด็จพระนั่งเกล้าเจ้าอยู่หัว ทรงพระราชสมภพเมื่อวันที่ ๓๑ มีนาคม พ.ศ. ๒๓๓๐ เป็นพระราชโอรสในรัชกาลที่ ๒ ทรงได้รับการยกย่องว่าเป็น “พระบิดาแห่งการค้า” xyxy=(29,190,275,194)
section-paragraph: ทรงเสด็จขึ้นครองราชย์ขณะทรงพระเยาว์และทรงศึกษาอยู่ ณ ประเทศสวิตเซอร์แลนด์ ทรงเสด็จนิวัตประเทศไทยและทรงระงับเหตุการณ์ความขัดแย้งที่สำเพ็ง xyxy=(29,478,254,482)
section-paragraph-continuation: พระบาทสมเด็จพระพุทธเลิศหล้านภาลัย ทรงพระราชสมภพเมื่อวันที่ ๒๔ กุมภาพันธ์ พ.ศ. ๒๓๑๐ ณ บ้านอัมพวา แขวงเมืองสมุทรสงคราม เป็นพระราชโอรสในรัชกาลที่ ๑ ทรงเป็นกวีเอก ทรงพระราชนิพนธ์วรรณคดีที่สำคัญหลายเรื่อง เช่น บทละครเรื่องอิเหนา และทรงได้รับการยกย่องจากองค์การยูเนสโกให้เป็นบุคคลสำคัญของโลก เสด็จสวรรคตเมื่อวันที่ ๒๑ กรกฎาคม พ.ศ. ๒๓๖๗ ครองราชย์ ๑๕ ปี xyxy=(29,146,597,150)
section-paragraph-continuation: พระบาทสมเด็จพระจุลจอมเกล้าเจ้าอยู่หัว ทรงพระราชสมภพเมื่อวันที่ ๒๐ กันยายน พ.ศ. ๒๓๙๖ เป็นพระราชโอรสในรัชกาลที่ ๔ ทรงปฏิรูปการปกครองแผ่นดิน ทรงเลิกทาส ทรงจัดตั้งกระทรวงต่าง ๆ ทรงริเริ่มการรถไฟ การไปรษณีย์ และการศึกษาแผนใหม่ ทรงได้รับการถวายพระราชสมัญญานามว่า “พระปิยมหาราช” เสด็จสวรรคตเมื่อวันที่ ๒๓ ตุลาคม พ.ศ. ๒๔๕๓ ครองราชย์ ๔๒ ปี xyxy=(29,333,575,337)
section-paragraph-continuation: พระบาทสมเด็จพระปรเมนทรรามาธิบดีศรีสินทรมหาวชิราลงกรณ พระวชิรเกล้าเจ้าอยู่หัว ทรงพระราชสมภพเมื่อวันที่ ๒๘ กรกฎาคม พ.ศ. ๒�4๙๕ ทรงเสด็จขึ้นครองราชย์เมื่อวันที่ ๑๓ ตุลาคม พ.ศ. ๒๕๕๙ และทรงประกอบพระราชพิธีบรมราชาภิเษกเมื่อวันที่ ๔ พฤษภาคม พ.ศ. ๒๕๖๒ ทรงมีพระราชปณิธาน “เราจะสืบสาน รักษา และต่อยอด และครองแผ่นดินโดยธรรม เพื่อประโยชน์สุขแห่งอาณาราษฎรตลอดไป” xyxy=(29,696,619,700)
section-paragraph-continuation: พระบาทสมเด็จพระพุทธเลิศหล้านภาลัย ทรงพระราชสมภพเมื่อวันที่ ๒๔ กุมภาพันธ์ พ.ศ. ๒๓๑๐ ณ บ้านอัมพวา แขวงเมืองสมุทรสงคราม เป็นพระราชโอรสในรัชกาลที่ ๑ ทรงเป็นกวีเอก ทรงพระราชนิพนธ์วรรณคดีที่สำคัญหลายเรื่อง เช่น บทละครเรื่องอิเหนา และทรงได้รับการยกย่องจากองค์การยูเนสโกให้เป็นบุคคลสำคัญของโลก เสด็จสวรรคตเมื่อวันที่ ๒๑ กรกฎาคม พ.ศ. ๒๓๖๗ ครองราชย์ ๑๕ ปี xyxy=(29,141,597,145)
document-sheet xyxy=(14,20,1278,727)
section-paragraph-continuation: พระบาทสมเด็จพระปรเมนทรรามาธิบดีศรีสินทรมหาวชิราลงกรณ พระวชิรเกล้าเจ้าอยู่หัว ทรงพระราชสมภพเมื่อวันที่ ๒๘ กรกฎาคม พ.ศ. ๒�4๙๕ ทรงเสด็จขึ้นครองราชย์เมื่อวันที่ ๑๓ ตุลาคม พ.ศ. ๒๕๕๙ และทรงประกอบพระราชพิธีบรมราชาภิเษกเมื่อวันที่ ๔ พฤษภาคม พ.ศ. ๒๕๖๒ ทรงมีพระราชปณิธาน “เราจะสืบสาน รักษา และต่อยอด และครองแผ่นดินโดยธรรม เพื่อประโยชน์สุขแห่งอาณาราษฎรตลอดไป” xyxy=(29,681,619,685)
section-heading: พระบาทสมเด็จพระปรมินทรมหาภูมิพลอดุลยเดช รัชกาลที่ ๙ xyxy=(205,519,334,525)
section-heading: พระบาทสมเด็จพระพุทธเลิศหล้านภาลัย รัชกาลที่ ๒ xyxy=(215,113,324,119)
section-paragraph-continuation: พระบาทสมเด็จพระจอมเกล้าเจ้าอยู่หัว ทรงพระราชสมภพเมื่อวันที่ ๑๘ ตุลาคม พ.ศ. ๒๓๔๗ ทรงผนวชเป็นเวลา ๒๗ พรรษา ก่อนเสด็จขึ้นครองราชย์ ทรงเป็น “พระบิดาแห่งวิทยาศาสตร์ไทย” ทรงคำนวณการเกิดสุริยุปราคาเต็มดวงได้อย่างแม่นยำ ณ หว้ากอ จังหวัดประจวบคีรีขันธ์ ทรงทำสนธิสัญญาเบาว์ริงกับอังกฤษ ทรงเปิดประเทศให้ติดต่อค้าขายกับนานาประเทศ เสด็จสวรรคตเมื่อวันที่ ๑ ตุลาคม พ.ศ. ๒๔๑๑ ครองราชย์ ๑๗ ปี xyxy=(29,286,640,290)
section-paragraph-continuation: พระบาทสมเด็จพระเจ้าอยู่หัวอานันทมหิดล ทรงพระราชสมภพเมื่อวันที่ ๒๐ กันยายน พ.ศ. ๒๔๖๘ ณ เมืองไฮเดลเบิร์ก ประเทศเยอรมนี ทรงเสด็จขึ้นครองราชย์ขณะทรงพระเยาว์และทรงศึกษาอยู่ ณ ประเทศสวิตเซอร์แลนด์ ทรงเสด็จนิวัตประเทศไทยและทรงระงับเหตุการณ์ความขัดแย้งที่สำเพ็ง เสด็จสวรรคตเมื่อวันที่ ๙ มิถุนายน พ.ศ. ๒๔๘๙ ครองราชย์ ๑๒ ปี xyxy=(29,488,539,492)
band-pattern xyxy=(0,0,537,18)
section-paragraph: ทรงสถาปนาโรงเรียนมหาดเล็กหลวง และทรงพัฒนาจุฬาลงกรณ์มหาวิทยาลัย ทรงนำประเทศเข้าร่วมสงครามโลกครั้งที่ ๑ xyxy=(29,378,203,382)
section-paragraph-continuation: พระบาทสมเด็จพระปรมินทรมหาภูมิพลอดุลยเดช ทรงพระราชสมภพเมื่อวันที่ ๕ ธันวาคม พ.ศ. ๒๔๗๐ ณ เมืองเคมบริดจ์ รัฐแมสซาชูเซตส์ ประเทศสหรัฐอเมริกา ทรงมีโครงการอันเนื่องมาจากพระราชดำริกว่า ๔,๐๐๐ โครงการ ทรงพระราชทานแนวคิดปรัชญาเศรษฐกิจพอเพียง ทรงครองราชย์ยาวนานที่สุดในประวัติศาสตร์ไทย เป็นเวลา ๗๐ ปี เสด็จสวรรคตเมื่อวันที่ ๑๓ ตุลาคม พ.ศ. ๒๕๕๙ xyxy=(29,557,584,561)
section-paragraph: ในรัชสมัยได้มีการเปลี่ยนแปลงการปกครองเป็นระบอบประชาธิปไตย เมื่อวันที่ ๒๔ มิถุนายน พ.ศ. ๒๔๗๕ ทรงพระราชทานรัฐธรรมนูญฉบับแรกแก่ปวงชนชาวไทย xyxy=(29,432,260,436)
section-paragraph-continuation: พระบาทสมเด็จพระจุลจอมเกล้าเจ้าอยู่หัว ทรงพระราชสมภพเมื่อวันที่ ๒๐ กันยายน พ.ศ. ๒๓๙๖ เป็นพระราชโอรสในรัชกาลที่ ๔ ทรงปฏิรูปการปกครองแผ่นดิน ทรงเลิกทาส ทรงจัดตั้งกระทรวงต่าง ๆ ทรงริเริ่มการรถไฟ การไปรษณีย์ และการศึกษาแผนใหม่ ทรงได้รับการถวายพระราชสมัญญานามว่า “พระปิยมหาราช” เสด็จสวรรคตเมื่อวันที่ ๒๓ ตุลาคม พ.ศ. ๒๔๕๓ ครองราชย์ ๔๒ ปี xyxy=(29,338,575,342)
section-paragraph-continuation: พระบาทสมเด็จพระปกเกล้าเจ้าอยู่หัว ทรงพระราชสมภพเมื่อวันที่ ๘ พฤศจิกายน พ.ศ. ๒๔๓๖ เป็นพระราชโอรสในรัชกาลที่ ๕ ในรัชสมัยได้มีการเปลี่ยนแปลงการปกครองเป็นระบอบประชาธิปไตย เมื่อวันที่ ๒๔ มิถุนายน พ.ศ. ๒๔๗๕ ทรงพระราชทานรัฐธรรมนูญฉบับแรกแก่ปวงชนชาวไทย ทรงสละราชสมบัติเมื่อวันที่ ๒ มีนาคม พ.ศ. ๒๔๗๗ และเสด็จสวรรคต ณ ประเทศอังกฤษ เมื่อวันที่ ๓๐ พฤษภาคม พ.ศ. ๒๔๘๔ xyxy=(29,452,618,456)
section-paragraph-continuation: พระบาทสมเด็จพระพุทธเลิศหล้านภาลัย ทรงพระราชสมภพเมื่อวันที่ ๒๔ กุมภาพันธ์ พ.ศ. ๒๓๑๐ ณ บ้านอัมพวา แขวงเมืองสมุทรสงคราม เป็นพระราชโอรสในรัชกาลที่ ๑ ทรงเป็นกวีเอก ทรงพระราชนิพนธ์วรรณคดีที่สำคัญหลายเรื่อง เช่น บทละครเรื่องอิเหนา และทรงได้รับการยกย่องจากองค์การยูเนสโกให้เป็นบุคคลสำคัญของโลก เสด็จสวรรคตเมื่อวันที่ ๒๑ กรกฎาคม พ.ศ. ๒๓๖๗ ครองราชย์ ๑๕ ปี xyxy=(29,166,597,170)
section-paragraph-continuation: พระบาทสมเด็จพระปรเมนทรรามาธิบดีศรีสินทรมหาวชิราลงกรณ พระวชิรเกล้าเจ้าอยู่หัว ทรงพระราชสมภพเมื่อวันที่ ๒๘ กรกฎาคม พ.ศ. ๒�4๙๕ ทรงเสด็จขึ้นครองราชย์เมื่อวันที่ ๑๓ ตุลาคม พ.ศ. ๒๕๕๙ และทรงประกอบพระราชพิธีบรมราชาภิเษกเมื่อวันที่ ๔ พฤษภาคม พ.ศ. ๒๕๖๒ ทรงมีพระราชปณิธาน “เราจะสืบสาน รักษา และต่อยอด และครองแผ่นดินโดยธรรม เพื่อประโยชน์สุขแห่งอาณาราษฎรตลอดไป” xyxy=(29,661,619,665)
section-paragraph-continuation: พระบาทสมเด็จพระเจ้าอยู่หัวอานันทมหิดล ทรงพระราชสมภพเมื่อวันที่ ๒๐ กันยายน พ.ศ. ๒๔๖๘ ณ เมืองไฮเดลเบิร์ก ประเทศเยอรมนี ทรงเสด็จขึ้นครองราชย์ขณะทรงพระเยาว์และทรงศึกษาอยู่ ณ ประเทศสวิตเซอร์แลนด์ ทรงเสด็จนิวัตประเทศไทยและทรงระงับเหตุการณ์ความขัดแย้งที่สำเพ็ง เสด็จสวรรคตเมื่อวันที่ ๙ มิถุนายน พ.ศ. ๒๔๘๙ ครองราชย์ ๑๒ ปี xyxy=(29,493,539,497)
section-paragraph: พระบาทสมเด็จพระเจ้าอยู่หัวอานันทมหิดล ทรงพระราชสมภพเมื่อวันที่ ๒๐ กันยายน พ.ศ. ๒๔๖๘ ณ เมืองไฮเดลเบิร์ก ประเทศเยอรมนี xyxy=(29,473,219,477)
section-paragraph-continuation: พระบาทสมเด็จพระปรเมนทรรามาธิบดีศรีสินทรมหาวชิราลงกรณ พระวชิรเกล้าเจ้าอยู่หัว ทรงพระราชสมภพเมื่อวันที่ ๒๘ กรกฎาคม พ.ศ. ๒�4๙๕ ทรงเสด็จขึ้นครองราชย์เมื่อวันที่ ๑๓ ตุลาคม พ.ศ. ๒๕๕๙ และทรงประกอบพระราชพิธีบรมราชาภิเษกเมื่อวันที่ ๔ พฤษภาคม พ.ศ. ๒๕๖๒ ทรงมีพระราชปณิธาน “เราจะสืบสาน รักษา และต่อยอด และครองแผ่นดินโดยธรรม เพื่อประโยชน์สุขแห่งอาณาราษฎรตลอดไป” xyxy=(29,611,619,615)
section-paragraph: พระบาทสมเด็จพระมงกุฎเกล้าเจ้าอยู่หัว ทรงพระราชสมภพเมื่อวันที่ ๑ มกราคม พ.ศ. ๒๔๒๓ ทรงสำเร็จการศึกษาจากประเทศอังกฤษ xyxy=(29,368,217,372)
section-heading: พระบาทสมเด็จพระปกเกล้าเจ้าอยู่หัว รัชกาลที่ ๗ xyxy=(218,419,321,425)
section-paragraph: เสด็จสวรรคตเมื่อวันที่ ๒๓ ตุลาคม พ.ศ. ๒๔๕๓ ครองราชย์ ๔๒ ปี xyxy=(29,318,123,322)
section-heading: พระบาทสมเด็จพระนั่งเกล้าเจ้าอยู่หัว รัชกาลที่ ๓ xyxy=(218,182,321,188)
section-paragraph-continuation: พระบาทสมเด็จพระปรเมนทรรามาธิบดีศรีสินทรมหาวชิราลงกรณ พระวชิรเกล้าเจ้าอยู่หัว ทรงพระราชสมภพเมื่อวันที่ ๒๘ กรกฎาคม พ.ศ. ๒�4๙๕ ทรงเสด็จขึ้นครองราชย์เมื่อวันที่ ๑๓ ตุลาคม พ.ศ. ๒๕๕๙ และทรงประกอบพระราชพิธีบรมราชาภิเษกเมื่อวันที่ ๔ พฤษภาคม พ.ศ. ๒๕๖๒ ทรงมีพระราชปณิธาน “เราจะสืบสาน รักษา และต่อยอด และครองแผ่นดินโดยธรรม เพื่อประโยชน์สุขแห่งอาณาราษฎรตลอดไป” xyxy=(29,671,619,675)
section-paragraph: ทรงมีโครงการอันเนื่องมาจากพระราชดำริกว่า ๔,๐๐๐ โครงการ ทรงพระราชทานแนวคิดปรัชญาเศรษฐกิจพอเพียง xyxy=(29,532,193,536)
section-paragraph-continuation: พระบาทสมเด็จพระปรเมนทรรามาธิบดีศรีสินทรมหาวชิราลงกรณ พระวชิรเกล้าเจ้าอยู่หัว ทรงพระราชสมภพเมื่อวันที่ ๒๘ กรกฎาคม พ.ศ. ๒�4๙๕ ทรงเสด็จขึ้นครองราชย์เมื่อวันที่ ๑๓ ตุลาคม พ.ศ. ๒๕๕๙ และทรงประกอบพระราชพิธีบรมราชาภิเษกเมื่อวันที่ ๔ พฤษภาคม พ.ศ. ๒๕๖๒ ทรงมีพระราชปณิธาน “เราจะสืบสาน รักษา และต่อยอด และครองแผ่นดินโดยธรรม เพื่อประโยชน์สุขแห่งอาณาราษฎรตลอดไป” xyxy=(29,701,619,705)
section-paragraph: พระบาทสมเด็จพระพุทธเลิศหล้านภาลัย ทรงพระราชสมภพเมื่อวันที่ ๒๔ กุมภาพันธ์ พ.ศ. ๒๓๑๐ ณ บ้านอัมพวา แขวงเมืองสมุทรสงคราม เป็นพระราชโอรสในรัชกาลที่ ๑ xyxy=(29,121,269,125)
section-paragraph: เสด็จสวรรคตเมื่อวันที่ ๒๑ กรกฎาคม พ.ศ. ๒๓๖๗ ครองราชย์ ๑๕ ปี xyxy=(29,131,126,135)
document-title: พระราชประวัติ xyxy=(230,28,309,42)
section-paragraph-continuation: พระบาทสมเด็จพระจอมเกล้าเจ้าอยู่หัว ทรงพระราชสมภพเมื่อวันที่ ๑๘ ตุลาคม พ.ศ. ๒๓๔๗ ทรงผนวชเป็นเวลา ๒๗ พรรษา ก่อนเสด็จขึ้นครองราชย์ ทรงเป็น “พระบิดาแห่งวิทยาศาสตร์ไทย” ทรงคำนวณการเกิดสุริยุปราคาเต็มดวงได้อย่างแม่นยำ ณ หว้ากอ จังหวัดประจวบคีรีขันธ์ ทรงทำสนธิสัญญาเบาว์ริงกับอังกฤษ ทรงเปิดประเทศให้ติดต่อค้าขายกับนานาประเทศ เสด็จสวรรคตเมื่อวันที่ ๑ ตุลาคม พ.ศ. ๒๔๑๑ ครองราชย์ ๑๗ ปี xyxy=(29,276,640,280)
section-paragraph-continuation: พระบาทสมเด็จพระมงกุฎเกล้าเจ้าอยู่หัว ทรงพระราชสมภพเมื่อวันที่ ๑ มกราคม พ.ศ. ๒๔๒๓ ทรงสำเร็จการศึกษาจากประเทศอังกฤษ ทรงก่อตั้งกองเสือป่าและลูกเสือ ทรงพระราชนิพนธ์วรรณกรรมจำนวนมาก ทรงได้รับการยกย่องว่าเป็น “สมเด็จพระมหาธีรราชเจ้า” ทรงสถาปนาโรงเรียนมหาดเล็กหลวง และทรงพัฒนาจุฬาลงกรณ์มหาวิทยาลัย ทรงนำประเทศเข้าร่วมสงครามโลกครั้งที่ ๑ เสด็จสวรรคตเมื่อวันที่ ๒๖ พฤศจิกายน พ.ศ. ๒๔๖๘ ครองราชย์ ๑๕ ปี xyxy=(29,398,678,402)
section-paragraph: ทรงเสด็จขึ้นครองราชย์เมื่อวันที่ ๑๓ ตุลาคม พ.ศ. ๒๕๕๙ และทรงประกอบพระราชพิธีบรมราชาภิเษกเมื่อวันที่ ๔ พฤษภาคม พ.ศ. ๒๕๖๒ xyxy=(29,586,223,590)
section-paragraph-continuation: พระบาทสมเด็จพระปกเกล้าเจ้าอยู่หัว ทรงพระราชสมภพเมื่อวันที่ ๘ พฤศจิกายน พ.ศ. ๒๔๓๖ เป็นพระราชโอรสในรัชกาลที่ ๕ ในรัชสมัยได้มีการเปลี่ยนแปลงการปกครองเป็นระบอบประชาธิปไตย เมื่อวันที่ ๒๔ มิถุนายน พ.ศ. ๒๔๗๕ ทรงพระราชทานรัฐธรรมนูญฉบับแรกแก่ปวงชนชาวไทย ทรงสละราชสมบัติเมื่อวันที่ ๒ มีนาคม พ.ศ. ๒๔๗๗ และเสด็จสวรรคต ณ ประเทศอังกฤษ เมื่อวันที่ ๓๐ พฤษภาคม พ.ศ. ๒๔๘๔ xyxy=(29,457,618,461)
section-paragraph: เสด็จสวรรคตเมื่อวันที่ ๗ กันยายน พ.ศ. ๒๓๕๒ รวมพระชนมพรรษา ๗๓ พรรษา ครองราชย์ ๒๗ ปี xyxy=(29,84,169,88)
section-paragraph-continuation: พระบาทสมเด็จพระปรเมนทรรามาธิบดีศรีสินทรมหาวชิราลงกรณ พระวชิรเกล้าเจ้าอยู่หัว ทรงพระราชสมภพเมื่อวันที่ ๒๘ กรกฎาคม พ.ศ. ๒�4๙๕ ทรงเสด็จขึ้นครองราชย์เมื่อวันที่ ๑๓ ตุลาคม พ.ศ. ๒๕๕๙ และทรงประกอบพระราชพิธีบรมราชาภิเษกเมื่อวันที่ ๔ พฤษภาคม พ.ศ. ๒๕๖๒ ทรงมีพระราชปณิธาน “เราจะสืบสาน รักษา และต่อยอด และครองแผ่นดินโดยธรรม เพื่อประโยชน์สุขแห่งอาณาราษฎรตลอดไป” xyxy=(29,621,619,625)
section-paragraph-continuation: พระบาทสมเด็จพระมงกุฎเกล้าเจ้าอยู่หัว ทรงพระราชสมภพเมื่อวันที่ ๑ มกราคม พ.ศ. ๒๔๒๓ ทรงสำเร็จการศึกษาจากประเทศอังกฤษ ทรงก่อตั้งกองเสือป่าและลูกเสือ ทรงพระราชนิพนธ์วรรณกรรมจำนวนมาก ทรงได้รับการยกย่องว่าเป็น “สมเด็จพระมหาธีรราชเจ้า” ทรงสถาปนาโรงเรียนมหาดเล็กหลวง และทรงพัฒนาจุฬาลงกรณ์มหาวิทยาลัย ทรงนำประเทศเข้าร่วมสงครามโลกครั้งที่ ๑ เสด็จสวรรคตเมื่อวันที่ ๒๖ พฤศจิกายน พ.ศ. ๒๔๖๘ ครองราชย์ ๑๕ ปี xyxy=(29,403,678,407)
section-paragraph: ทรงมีพระราชปณิธาน “เราจะสืบสาน รักษา และต่อยอด และครองแผ่นดินโดยธรรม เพื่อประโยชน์สุขแห่งอาณาราษฎรตลอดไป” xyxy=(29,591,214,595)
section-paragraph-continuation: พระบาทสมเด็จพระปรเมนทรรามาธิบดีศรีสินทรมหาวชิราลงกรณ พระวชิรเกล้าเจ้าอยู่หัว ทรงพระราชสมภพเมื่อวันที่ ๒๘ กรกฎาคม พ.ศ. ๒�4๙๕ ทรงเสด็จขึ้นครองราชย์เมื่อวันที่ ๑๓ ตุลาคม พ.ศ. ๒๕๕๙ และทรงประกอบพระราชพิธีบรมราชาภิเษกเมื่อวันที่ ๔ พฤษภาคม พ.ศ. ๒๕๖๒ ทรงมีพระราชปณิธาน “เราจะสืบสาน รักษา และต่อยอด และครองแผ่นดินโดยธรรม เพื่อประโยชน์สุขแห่งอาณาราษฎรตลอดไป” xyxy=(29,631,619,635)
section-heading: พระบาทสมเด็จพระจอมเกล้าเจ้าอยู่หัว รัชกาลที่ ๔ xyxy=(216,238,323,244)
section-paragraph: ทรงครองราชย์ยาวนานที่สุดในประวัติศาสตร์ไทย เป็นเวลา ๗๐ ปี เสด็จสวรรคตเมื่อวันที่ ๑๓ ตุลาคม พ.ศ. ๒๕๕๙ xyxy=(29,537,191,541)
section-paragraph: พระบาทสมเด็จพระปรมินทรมหาภูมิพลอดุลยเดช ทรงพระราชสมภพเมื่อวันที่ ๕ ธันวาคม พ.ศ. ๒๔๗๐ ณ เมืองเคมบริดจ์ รัฐแมสซาชูเซตส์ ประเทศสหรัฐอเมริกา xyxy=(29,527,257,531)
